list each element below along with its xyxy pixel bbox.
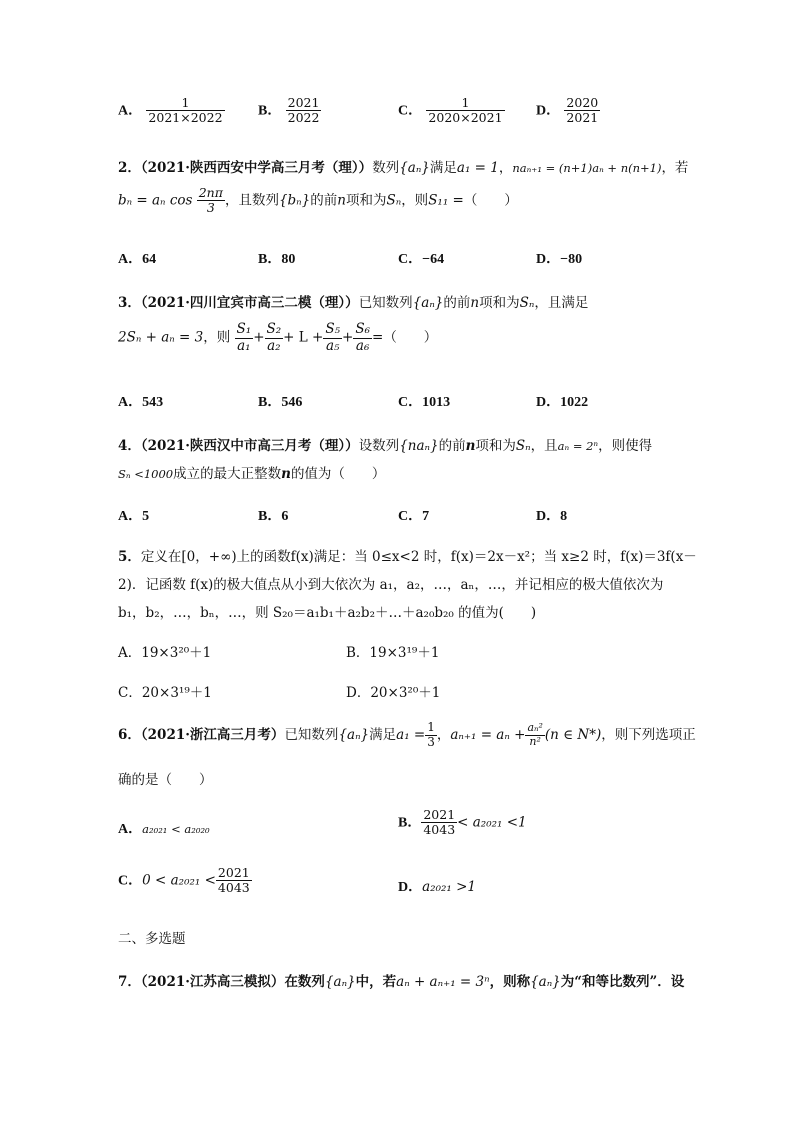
q3-number: 3． <box>118 295 141 311</box>
q6-option-b[interactable] <box>398 808 527 838</box>
q2-cond2: naₙ₊₁ = (n+1)aₙ + n(n+1) <box>512 161 662 175</box>
q2-sn: Sₙ <box>386 192 402 209</box>
q6-option-a-text: a₂₀₂₁ < a₂₀₂₀ <box>142 822 210 836</box>
q5-line1 <box>118 545 697 565</box>
q5-text: 定义在[0，+∞)上的函数f(x)满足：当 0≤x<2 时，f(x)＝2x－x²；当 x≥2 时，f(x)＝3f(x－ <box>140 549 697 565</box>
q3-option-d[interactable]: D．1022 <box>536 395 589 410</box>
q4-source: （2021·陕西汉中市高三月考（理）） <box>140 438 359 454</box>
q5-option-c[interactable]: C．20×3¹⁹＋1 <box>118 685 212 701</box>
q4-option-a[interactable]: A．5 <box>118 509 150 524</box>
q7-text: 为“和等比数列”．设 <box>560 974 685 990</box>
q3-dots: + L + <box>283 329 324 346</box>
section-heading: 二、多选题 <box>118 931 186 947</box>
q6-source: （2021·浙江高三月考） <box>140 726 285 743</box>
q6-option-b-label: B． <box>398 815 422 831</box>
q3-line1 <box>118 291 588 311</box>
q1-option-b-fraction: $\frac{2021}{2022}$ <box>287 95 320 126</box>
q3-option-b[interactable]: B．546 <box>258 395 303 410</box>
q4-line2 <box>118 462 385 482</box>
q2-bn-fraction: $\frac{2n\pi}{3}$ <box>198 185 223 216</box>
q2-number: 2． <box>118 160 141 176</box>
q4-option-c[interactable]: C．7 <box>398 509 430 524</box>
q2-line2 <box>118 186 518 216</box>
q5-option-d[interactable]: D．20×3²⁰＋1 <box>346 685 441 701</box>
q6-a1: a₁ = <box>396 726 426 743</box>
q6-option-c[interactable] <box>118 866 252 896</box>
q3-text: ，则 <box>203 329 231 346</box>
q2-n: n <box>337 192 346 209</box>
q6-option-b-text: < a₂₀₂₁ <1 <box>457 814 527 831</box>
q4-seq: {naₙ} <box>399 438 439 454</box>
q2-text: 满足 <box>429 160 457 176</box>
q3-cond: 2Sₙ + aₙ = 3 <box>118 329 204 346</box>
q3-option-c[interactable]: C．1013 <box>398 395 451 410</box>
q7-number: 7． <box>118 974 141 990</box>
q3-text: 已知数列 <box>358 295 413 311</box>
q2-text: 项和为 <box>345 192 387 209</box>
q2-option-b[interactable]: B．80 <box>258 252 296 267</box>
q5-option-a[interactable]: A．19×3²⁰＋1 <box>118 645 212 661</box>
q5-number: 5． <box>118 549 141 565</box>
q4-sn: Sₙ <box>515 438 531 454</box>
q6-option-d-label: D． <box>398 880 423 895</box>
q5-line2: 2)．记函数 f(x)的极大值点从小到大依次为 a₁，a₂，…，aₙ，…，并记相应的极大值依次为 <box>118 577 664 593</box>
q6-sep: ， <box>436 726 451 743</box>
q6-option-c-label: C． <box>118 873 143 889</box>
q2-cond1: a₁ = 1 <box>456 160 499 176</box>
q4-ineq: Sₙ <1000 <box>118 467 174 481</box>
q2-line1 <box>118 156 688 176</box>
q2-paren: （ ） <box>463 192 518 209</box>
q6-text: 满足 <box>369 726 397 743</box>
q6-option-c-text: 0 < a₂₀₂₁ < <box>142 872 216 889</box>
q4-line1 <box>118 434 652 454</box>
q4-n: n <box>281 466 291 482</box>
q1-option-d[interactable] <box>536 96 600 126</box>
q3-frac2: $\frac{\text{S₂}}{\text{a₂}}$ <box>266 321 282 354</box>
q1-option-a[interactable] <box>118 96 225 126</box>
q4-text: 设数列 <box>358 438 400 454</box>
q6-option-c-fraction: $\frac{2021}{4043}$ <box>217 865 250 896</box>
q2-sep: ， <box>498 160 513 176</box>
q6-line2: 确的是（ ） <box>118 772 213 788</box>
q4-text: 的前 <box>438 438 466 454</box>
q4-text: 成立的最大正整数 <box>173 466 282 482</box>
q2-option-c[interactable]: C．−64 <box>398 252 445 267</box>
q6-seq: {aₙ} <box>338 726 370 743</box>
q4-number: 4． <box>118 438 141 454</box>
q2-text: ，且数列 <box>224 192 279 209</box>
q6-a1-fraction: $\frac{1}{3}$ <box>427 720 435 749</box>
q2-s11: S₁₁ = <box>428 192 464 209</box>
q5-option-b[interactable]: B．19×3¹⁹＋1 <box>346 645 440 661</box>
q2-text: 的前 <box>310 192 338 209</box>
q7-line1 <box>118 970 684 990</box>
q1-option-d-label: D． <box>536 103 561 119</box>
q3-text: 的前 <box>443 295 471 311</box>
q3-seq: {aₙ} <box>412 295 444 311</box>
q7-cond: aₙ + aₙ₊₁ = 3ⁿ <box>396 974 490 990</box>
q1-option-d-fraction: $\frac{2020}{2021}$ <box>566 95 599 126</box>
q3-text: ，且满足 <box>534 295 589 311</box>
q6-option-d[interactable] <box>398 876 476 896</box>
q1-option-c-label: C． <box>398 103 423 119</box>
q4-option-d[interactable]: D．8 <box>536 509 568 524</box>
q2-source: （2021·陕西西安中学高三月考（理）） <box>140 160 373 176</box>
q3-source: （2021·四川宜宾市高三二模（理）） <box>140 295 359 311</box>
q6-text: 已知数列 <box>284 726 339 743</box>
q1-option-a-fraction: $\frac{1}{2021\times 2022}$ <box>148 95 223 126</box>
q6-option-a[interactable] <box>118 818 210 838</box>
q4-text: 的值为（ ） <box>290 466 386 482</box>
q3-sn: Sₙ <box>519 295 535 311</box>
q4-cond: aₙ = 2ⁿ <box>557 439 599 453</box>
q7-seq2: {aₙ} <box>530 974 561 990</box>
q3-n: n <box>470 295 480 311</box>
q5-line3: b₁，b₂，…，bₙ，…，则 S₂₀＝a₁b₁＋a₂b₂＋…＋a₂₀b₂₀ 的值为( ) <box>118 605 537 621</box>
q1-option-a-label: A． <box>118 103 143 119</box>
q3-paren: （ ） <box>383 329 438 346</box>
q2-option-a[interactable]: A．64 <box>118 252 157 267</box>
q1-option-c[interactable] <box>398 96 505 126</box>
q2-bn-def: bₙ = aₙ cos <box>118 192 193 209</box>
q3-option-a[interactable]: A．543 <box>118 395 164 410</box>
q6-rec-left: aₙ₊₁ = aₙ + <box>450 726 526 743</box>
q4-n: n <box>465 438 476 454</box>
q7-text: ，则称 <box>489 974 531 990</box>
q3-line2: 2Sₙ + aₙ = 3，则 $\frac{\text{S₁}}{\text{a₁}}$ + $\frac{\text{S₂}}{\text{a₂}}$ + L + $\frac{\text{S₅}}{\text{a₅}}$ + $\frac{\text{S₆}}{\text{a₆}}$ =（ ） <box>118 321 438 354</box>
q7-text: 中，若 <box>355 974 397 990</box>
q3-eq: = <box>372 329 384 346</box>
q6-rec-right: (n ∈ N*) <box>544 726 602 743</box>
q3-frac5: $\frac{\text{S₅}}{\text{a₅}}$ <box>325 321 341 354</box>
q3-text: 项和为 <box>479 295 520 311</box>
q6-option-b-fraction: $\frac{2021}{4043}$ <box>423 807 456 838</box>
q6-rec-fraction: $\frac{\text{aₙ²}}{\text{n²}}$ <box>527 721 543 748</box>
q1-option-b[interactable] <box>258 96 321 126</box>
q3-frac1: $\frac{\text{S₁}}{\text{a₁}}$ <box>236 321 252 354</box>
q2-seq-b: {bₙ} <box>278 192 311 209</box>
q6-text: ，则下列选项正 <box>601 726 696 743</box>
q1-option-c-fraction: $\frac{1}{2020\times 2021}$ <box>428 95 503 126</box>
q2-seq: {aₙ} <box>399 160 430 176</box>
q6-option-a-label: A． <box>118 822 143 837</box>
q2-text: 数列 <box>372 160 400 176</box>
q2-text: ，则 <box>401 192 429 209</box>
q4-option-b[interactable]: B．6 <box>258 509 289 524</box>
q4-text: ，则使得 <box>598 438 653 454</box>
q7-source: （2021·江苏高三模拟） <box>140 974 285 990</box>
q2-text: ，若 <box>661 160 689 176</box>
q7-seq: {aₙ} <box>324 974 356 990</box>
q6-option-d-text: a₂₀₂₁ >1 <box>422 879 477 895</box>
q7-text: 在数列 <box>284 974 325 990</box>
q1-option-b-label: B． <box>258 103 282 119</box>
q4-text: ，且 <box>530 438 558 454</box>
q6-line1 <box>118 721 696 750</box>
q2-option-d[interactable]: D．−80 <box>536 252 583 267</box>
q4-text: 项和为 <box>475 438 516 454</box>
q3-frac6: $\frac{\text{S₆}}{\text{a₆}}$ <box>355 321 370 354</box>
q6-number: 6． <box>118 726 141 743</box>
